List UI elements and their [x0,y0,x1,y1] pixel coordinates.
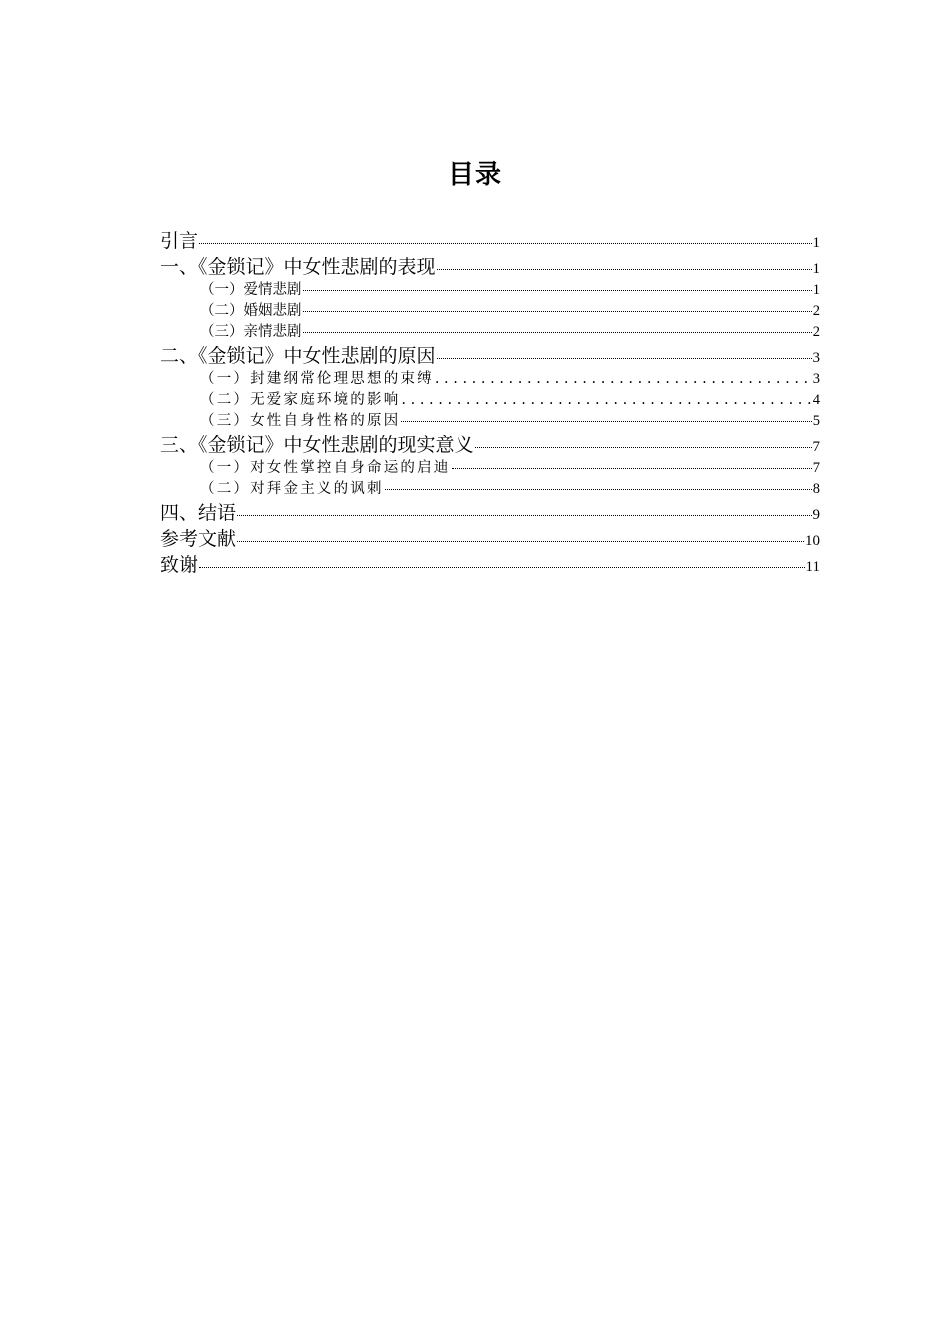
toc-entry-text: 二、《金锁记》中女性悲剧的原因 [160,345,436,367]
toc-entry-text: （二）无爱家庭环境的影响 [200,392,401,408]
toc-entry-page: 2 [812,324,820,340]
toc-entry-text: 致谢 [160,554,199,576]
toc-entry-page: 7 [812,439,820,455]
toc-entry-introduction[interactable] [160,228,820,254]
toc-entry-text: 三、《金锁记》中女性悲剧的现实意义 [160,434,474,456]
toc-leader [452,468,812,469]
toc-leader [475,447,812,448]
toc-entry-references[interactable] [160,526,820,552]
toc-entry-text: 参考文献 [160,528,237,550]
toc-entry-text: （二）婚姻悲剧 [200,303,302,319]
toc-entry-section-2-2[interactable] [160,390,820,411]
toc-entry-page: 11 [805,559,820,575]
toc-leader [237,515,811,516]
toc-entry-text: 一、《金锁记》中女性悲剧的表现 [160,256,436,278]
toc-entry-section-2-1[interactable] [160,369,820,390]
toc-entry-text: （一）爱情悲剧 [200,282,302,298]
toc-entry-page: 1 [812,282,820,298]
toc-entry-text: （三）女性自身性格的原因 [200,413,401,429]
toc-leader [303,290,812,291]
toc-leader [385,489,812,490]
toc-entry-section-1-2[interactable] [160,301,820,322]
toc-entry-page: 2 [812,303,820,319]
toc-entry-chapter-4[interactable] [160,500,820,526]
toc-leader [303,311,812,312]
toc-entry-page: 8 [812,481,820,497]
toc-entry-text: （一）对女性掌控自身命运的启迪 [200,460,451,476]
toc-entry-text: （三）亲情悲剧 [200,324,302,340]
toc-leader [401,421,811,422]
toc-entry-chapter-2[interactable] [160,343,820,369]
toc-entry-page: 9 [812,507,820,523]
toc-entry-page: 3 [812,371,820,387]
toc-leader [199,567,805,568]
toc-entry-section-3-1[interactable] [160,458,820,479]
table-of-contents [160,228,820,578]
toc-entry-section-2-3[interactable] [160,411,820,432]
toc-entry-page: 4 [812,392,820,408]
toc-entry-page: 1 [812,261,820,277]
toc-entry-acknowledgements[interactable] [160,552,820,578]
toc-entry-section-1-3[interactable] [160,322,820,343]
toc-entry-page: 3 [812,350,820,366]
toc-entry-chapter-1[interactable] [160,254,820,280]
toc-entry-section-3-2[interactable] [160,479,820,500]
toc-leader [437,269,812,270]
toc-entry-text: （二）对拜金主义的讽刺 [200,481,384,497]
toc-entry-page: 7 [812,460,820,476]
toc-leader [401,390,811,411]
toc-entry-page: 1 [812,235,820,251]
toc-leader [199,243,811,244]
toc-entry-text: 引言 [160,230,199,252]
toc-leader [303,332,812,333]
toc-entry-page: 10 [805,533,820,549]
toc-leader [237,541,804,542]
toc-entry-section-1-1[interactable] [160,280,820,301]
toc-leader [435,369,812,390]
toc-entry-text: （一）封建纲常伦理思想的束缚 [200,371,434,387]
toc-entry-text: 四、结语 [160,502,237,524]
toc-entry-chapter-3[interactable] [160,432,820,458]
page-title: 目录 [447,160,502,190]
toc-leader [437,358,812,359]
toc-entry-page: 5 [812,413,820,429]
